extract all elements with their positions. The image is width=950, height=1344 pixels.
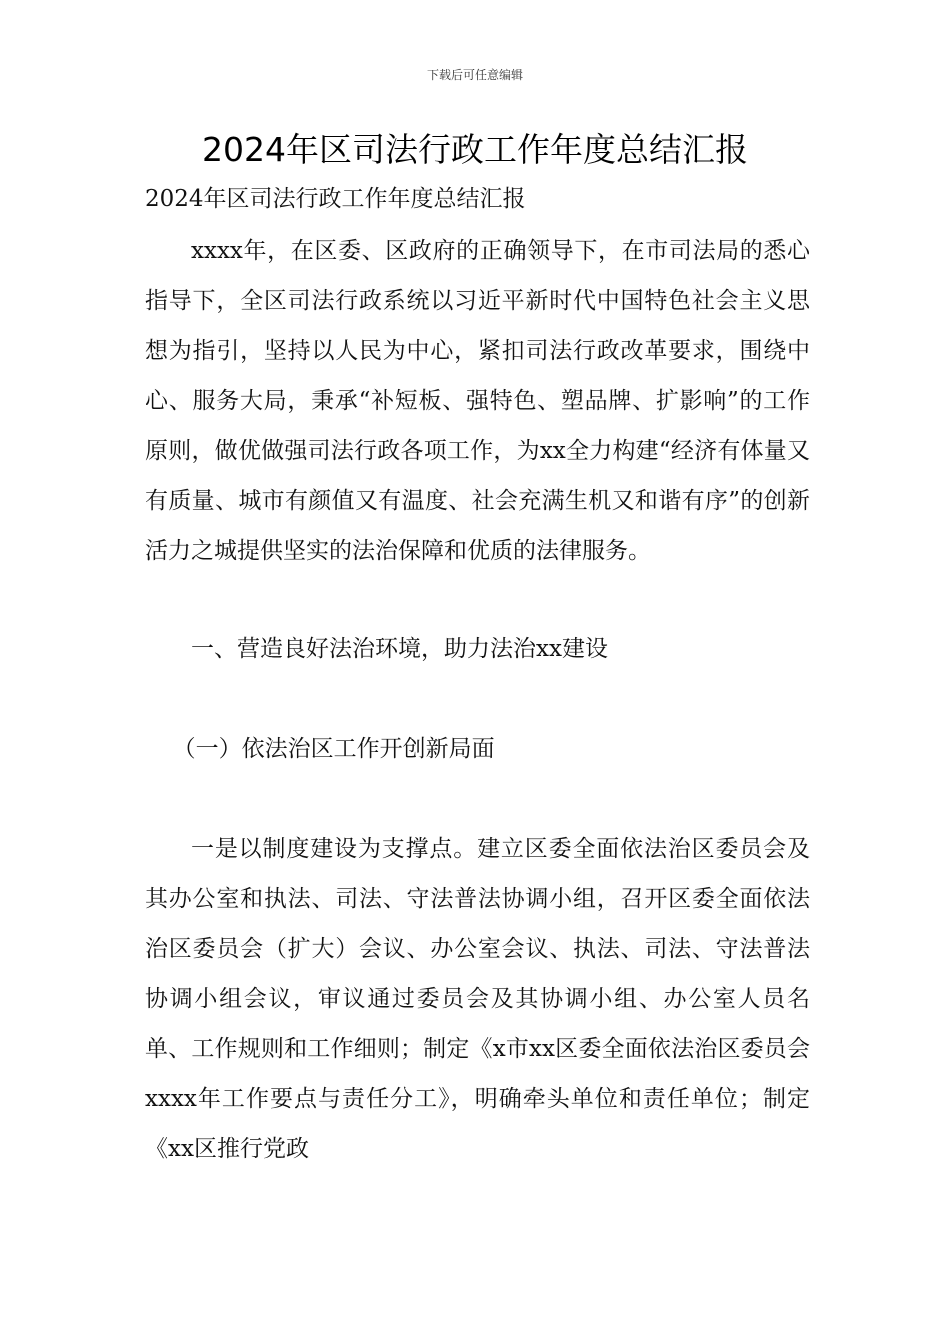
document-body [145, 226, 810, 1174]
subsection-heading: （一）依法治区工作开创新局面 [172, 736, 495, 762]
page-header-note: 下载后可任意编辑 [426, 68, 523, 82]
intro-paragraph: xxxx年，在区委、区政府的正确领导下，在市司法局的悉心指导下，全区司法行政系统以习近平新时代中国特色社会主义思想为指引，坚持以人民为中心，紧扣司法行政改革要求，围绕中心、服务大局，秉承“补短板、强特色、塑品牌、扩影响”的工作原则，做优做强司法行政各项工作，为xx全力构建“经济有体量又有质量、城市有颜值又有温度、社会充满生机又和谐有序”的创新活力之城提供坚实的法治保障和优质的法律服务。 [145, 238, 810, 564]
body-paragraph: 一是以制度建设为支撑点。建立区委全面依法治区委员会及其办公室和执法、司法、守法普法协调小组，召开区委全面依法治区委员会（扩大）会议、办公室会议、执法、司法、守法普法协调小组会议，审议通过委员会及其协调小组、办公室人员名单、工作规则和工作细则；制定《x市xx区委全面依法治区委员会xxxx年工作要点与责任分工》，明确牵头单位和责任单位；制定《xx区推行党政 [145, 836, 810, 1162]
document-title: 2024年区司法行政工作年度总结汇报 [202, 130, 748, 169]
section-heading: 一、营造良好法治环境，助力法治xx建设 [191, 636, 608, 662]
document-subtitle: 2024年区司法行政工作年度总结汇报 [145, 186, 526, 212]
